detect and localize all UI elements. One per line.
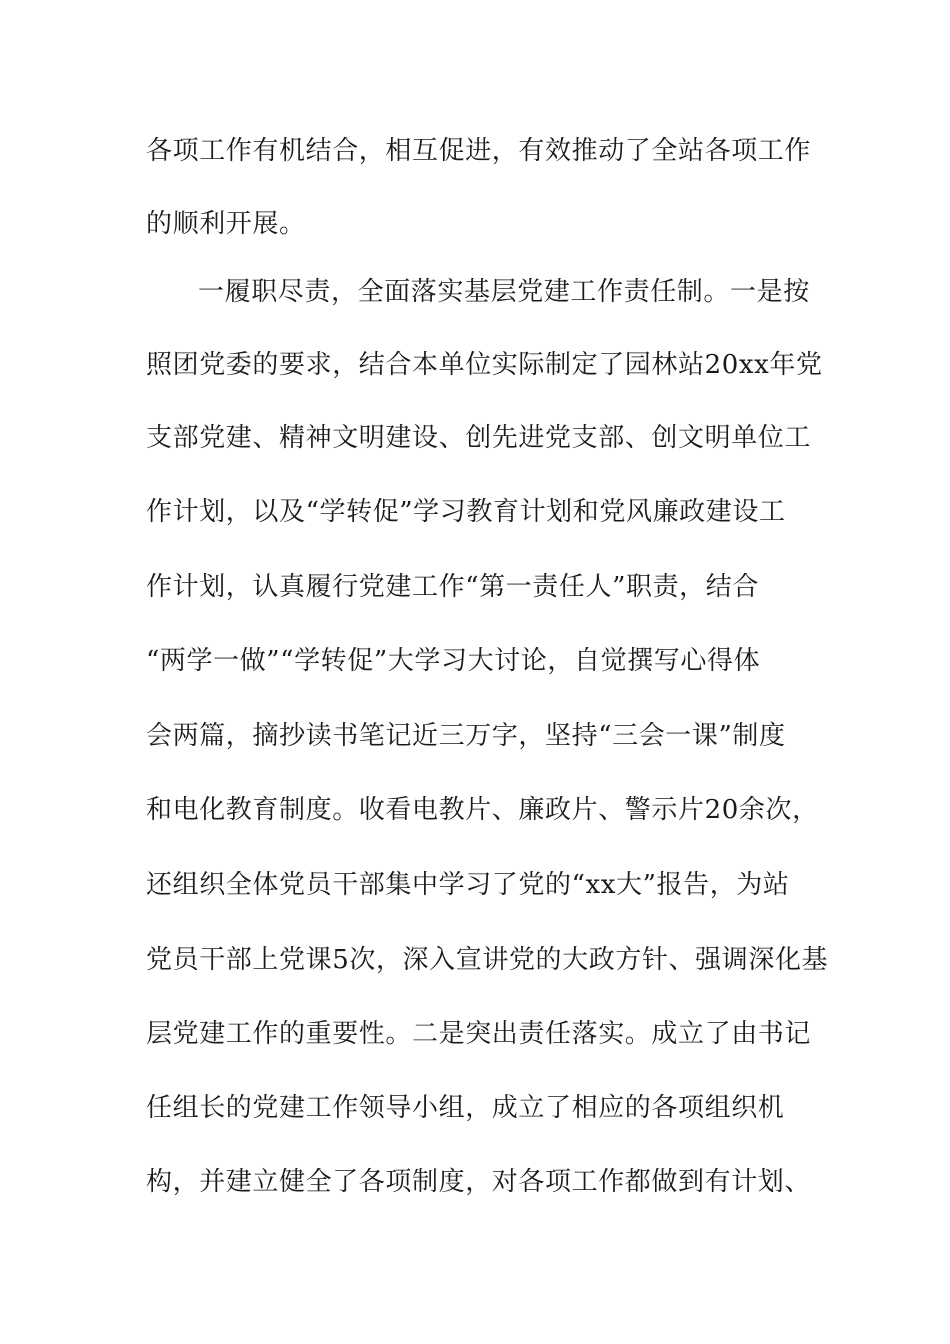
text-line: “两学一做”“学转促”大学习大讨论，自觉撰写心得体 [146,646,761,676]
text-line: 支部党建、精神文明建设、创先进党支部、创文明单位工 [146,423,812,453]
text-line: 还组织全体党员干部集中学习了党的“xx大”报告，为站 [146,870,790,900]
paragraph-first-line: 一履职尽责，全面落实基层党建工作责任制。一是按 [198,277,810,307]
text-line: 作计划，以及“学转促”学习教育计划和党风廉政建设工 [146,497,786,527]
text-line: 任组长的党建工作领导小组，成立了相应的各项组织机 [146,1093,785,1123]
text-line: 作计划，认真履行党建工作“第一责任人”职责，结合 [146,572,759,602]
text-line: 层党建工作的重要性。二是突出责任落实。成立了由书记 [146,1019,812,1049]
text-line: 构，并建立健全了各项制度，对各项工作都做到有计划、 [146,1167,812,1197]
text-line: 的顺利开展。 [146,209,306,239]
text-line: 会两篇，摘抄读书笔记近三万字，坚持“三会一课”制度 [146,721,786,751]
text-line: 各项工作有机结合，相互促进，有效推动了全站各项工作 [146,136,812,166]
text-line: 党员干部上党课5次，深入宣讲党的大政方针、强调深化基 [146,945,829,975]
text-line: 和电化教育制度。收看电教片、廉政片、警示片20余次， [146,795,819,825]
text-line: 照团党委的要求，结合本单位实际制定了园林站20xx年党 [146,350,823,380]
